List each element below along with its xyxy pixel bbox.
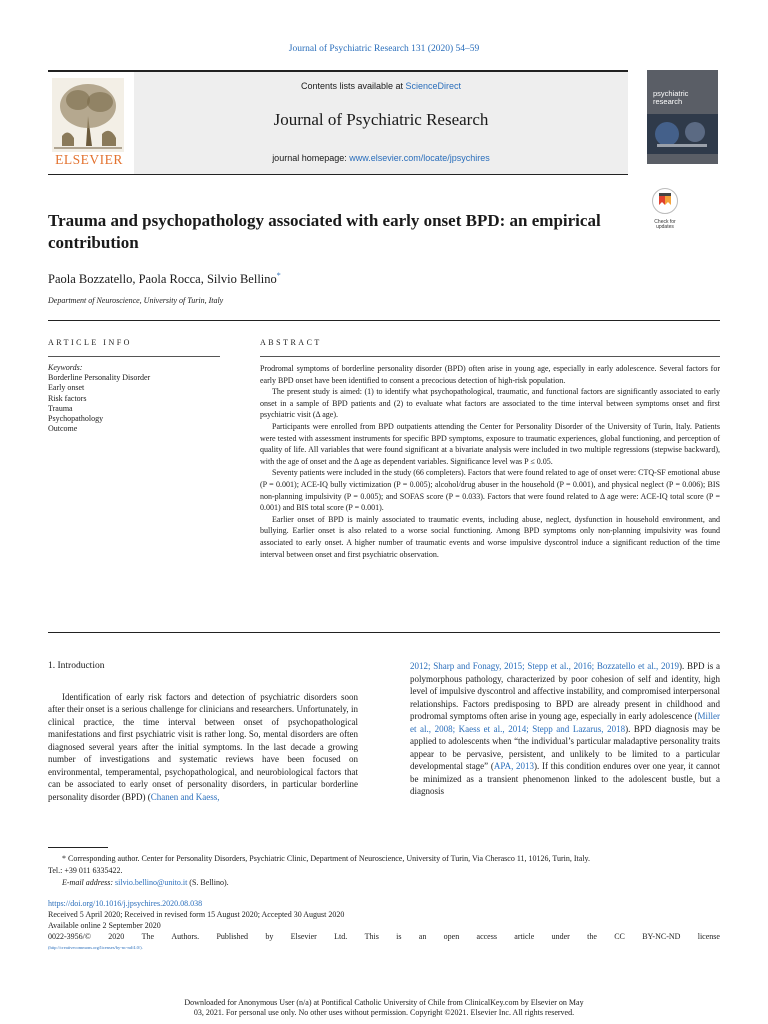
check-updates-label: Check for updates [654,219,676,230]
received-dates: Received 5 April 2020; Received in revised form 15 August 2020; Accepted 30 August 2020 [48,910,345,919]
abstract-heading: ABSTRACT [260,338,322,347]
online-date: Available online 2 September 2020 [48,921,161,930]
abstract-rule [260,356,720,357]
citation-link[interactable]: 2012; Sharp and Fonagy, 2015; Stepp et al., 2016; Bozzatello et al., 2019 [410,661,680,671]
article-info-rule [48,356,220,357]
keyword-item: Trauma [48,403,73,413]
journal-homepage: journal homepage: www.elsevier.com/locate/jpsychires [272,153,490,163]
license-statement [48,931,720,942]
license-word: the [587,932,597,941]
footnote-divider [48,847,108,848]
license-word: The [141,932,155,941]
body-column-left [48,660,358,803]
homepage-link[interactable]: www.elsevier.com/locate/jpsychires [349,153,490,163]
download-notice: Downloaded for Anonymous User (n/a) at Pontifical Catholic University of Chile from ClinicalKey.com by Elsevier on May 03, 2021. For personal use only. No other uses without permission. Copyright ©2021. Elsevier Inc. All rights reserved. [184,998,584,1017]
article-title: Trauma and psychopathology associated with early onset BPD: an empirical contribution [48,211,601,252]
keyword-item: Psychopathology [48,414,104,424]
email-link[interactable]: silvio.bellino@unito.it [115,878,188,887]
abstract-paragraph: The present study is aimed: (1) to identify what psychopathological, traumatic, and functional factors are significantly associated to early onset in a sample of BPD patients and (2) to evaluate what factors are associated to the time interval between symptoms onset and first psychiatric visit (Δ age). [260,387,720,420]
license-word: 2020 [108,932,125,941]
bookmark-icon [652,188,678,214]
license-word: is [396,932,402,941]
section-title-introduction: 1. Introduction [48,661,105,671]
license-word: access [476,932,497,941]
footnotes [48,853,720,889]
publisher-name: ELSEVIER [55,152,123,167]
journal-masthead [48,70,628,175]
check-for-updates-badge[interactable] [649,188,681,230]
license-word: Published [216,932,248,941]
keywords-label: Keywords: [48,363,83,372]
corresponding-author-mark[interactable]: * [276,271,281,280]
author-affiliation: Department of Neuroscience, University of Turin, Italy [48,296,224,305]
body-paragraph: 2012; Sharp and Fonagy, 2015; Stepp et al., 2016; Bozzatello et al., 2019). BPD is a polymorphous pathology, characterized by poor cohesion of self and identity, high level of impulsive dyscontrol and affective instability, and compromised interpersonal relationships. Factors predisposing to BPD are already present in childhood and prodromal symptoms often arise in young age, especially in early adolescence (Miller et al., 2008; Kaess et al., 2014; Stepp and Lazarus, 2018). BPD diagnosis may be applied to adolescents when “the individual’s particular maladaptive personality traits appear to be pervasive, persistent, and unlikely to be limited to a particular developmental stage” (APA, 2013). If this condition endures over one year, it cannot be minimized as a transient phenomenon linked to the adolescent bustle, but a diagnosis [410,661,720,796]
license-word: Ltd. [334,932,348,941]
keyword-item: Borderline Personality Disorder [48,373,151,383]
license-word: open [443,932,460,941]
license-word: by [265,932,274,941]
corresponding-author-note: * Corresponding author. Center for Personality Disorders, Psychiatric Clinic, Department of Neuroscience, University of Turin, Via Cherasco 11, 10126, Turin, Italy. [62,854,591,863]
keywords-list [48,363,150,434]
license-word: an [418,932,427,941]
license-word: This [364,932,379,941]
body-column-right [410,660,720,798]
license-word: article [514,932,535,941]
citation-link[interactable]: Chanen and Kaess, [150,791,220,802]
abstract-paragraph: Seventy patients were included in the study (66 completers). Factors that were found related to age of onset were: CTQ-SF emotional abuse (P = 0.001); ACE-IQ bully victimization (P = 0.005); alcohol/drug abuser in the household (P = 0.001), and physical neglect (P = 0.006); BIS non-planning impulsivity (P = 0.005); and SOFAS score (P = 0.033). Factors that were found related to Δ age were: ACE-IQ total score (P = 0.001) and BIS total score (P = 0.001). [260,468,720,513]
email-note: E-mail address: silvio.bellino@unito.it (S. Bellino). [62,878,229,887]
telephone-note: Tel.: +39 011 6335422. [48,866,123,875]
article-info-heading: ARTICLE INFO [48,338,132,347]
keyword-item: Risk factors [48,393,87,403]
cover-artwork [647,114,718,154]
doi-link[interactable]: https://doi.org/10.1016/j.jpsychires.2020.08.038 [48,899,203,908]
abstract-paragraph: Prodromal symptoms of borderline personality disorder (BPD) often arise in young age, especially in early adolescence. Several factors for early BPD onset have been identified to consent a precocious detection of high-risk population. [260,364,720,385]
abstract-body [260,363,720,560]
license-word: license [697,932,720,941]
license-word: Authors. [171,932,200,941]
keyword-item: Outcome [48,424,78,434]
abstract-end-divider [48,632,720,633]
keyword-item: Early onset [48,383,85,393]
journal-title: Journal of Psychiatric Research [273,110,489,129]
license-word: under [551,932,570,941]
license-word: 0022-3956/© [48,932,91,941]
masthead-panel [134,72,628,174]
license-word: Elsevier [290,932,317,941]
journal-cover-image [647,70,718,164]
license-url[interactable]: (http://creativecommons.org/licenses/by-nc-nd/4.0/). [48,945,143,950]
abstract-paragraph: Earlier onset of BPD is mainly associated to traumatic events, including abuse, neglect, dysfunction in household environment, and bullying. Earlier onset is also related to a worse social functioning. Among BPD symptoms only non-planning impulsivity was found associated to early onset. A higher number of traumatic events and worse impulsive dyscontrol induce a significant reduction of the time interval between onset and first psychiatric observation. [260,514,720,559]
section-divider [48,320,720,321]
body-paragraph: Identification of early risk factors and detection of psychiatric disorders soon after their onset is a serious challenge for clinicians and researchers. Unfortunately, in clinical practice, the time interval between onset of psychopathological manifestations and first psychiatric visit is rather long. So, mental disorders are often diagnosed several years after the initial symptoms. In the last decade a growing number of investigations and systematic reviews have been focused on environmental, temperamental, psychopathological, and neurobiological factors that can be associated to early onset of personality disorders, in particular borderline personality disorder (BPD) (Chanen and Kaess, [48,691,358,802]
cover-title: psychiatric research [653,89,689,106]
publication-info [48,898,720,953]
citation-link[interactable]: Miller et al., 2008; Kaess et al., 2014; Stepp and Lazarus, 2018 [410,711,720,734]
citation-link[interactable]: APA, 2013 [493,761,535,771]
license-word: BY-NC-ND [642,932,681,941]
journal-reference[interactable]: Journal of Psychiatric Research 131 (2020) 54–59 [288,44,480,54]
license-word: CC [614,932,625,941]
abstract-paragraph: Participants were enrolled from BPD outpatients attending the Center for Personality Disorder of the University of Turin, Italy. Patients were tested with assessment instruments for specific BPD symptoms, exposure to traumatic experiences, global functioning, and perception of quality of life. All variables that were found significant at a bivariate analysis were included in two multiple regressions (stepwise backward), with the age of onset and the Δ age as dependent variables. Significance level was P ≤ 0.05. [260,421,720,466]
sciencedirect-link[interactable]: ScienceDirect [405,81,462,91]
author-list: Paola Bozzatello, Paola Rocca, Silvio Bellino* [48,271,281,287]
contents-availability: Contents lists available at ScienceDirect [300,81,462,91]
